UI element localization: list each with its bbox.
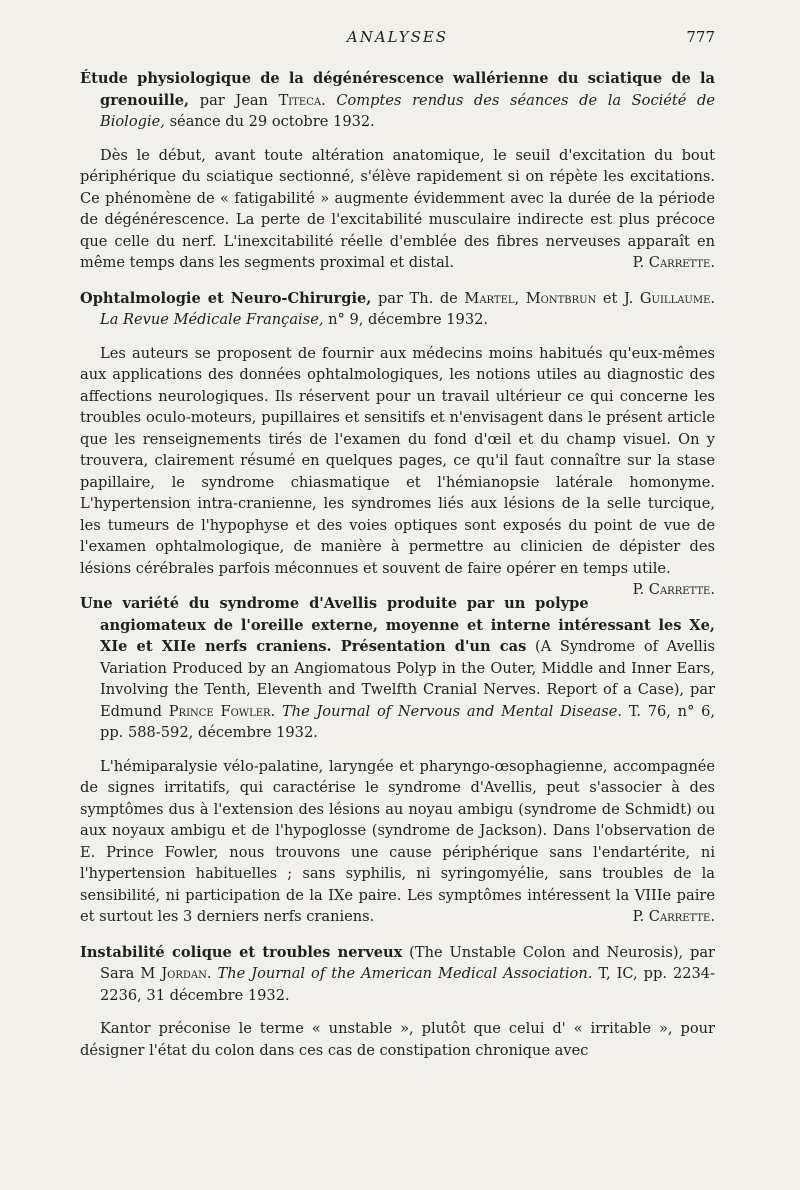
article-title: Étude physiologique de la dégénérescence wallérienne du sciatique de la grenouille, par Jean Titeca. Comptes rendus des séances de la Société de Biologie, séance du 29 octobre 1932. [80, 70, 716, 130]
body-text: Dès le début, avant toute altération anatomique, le seuil d'excitation du bout périphérique du sciatique sectionné, s'élève rapidement si on répète les excitations. Ce phénomène de « fatigabilité » augmente évidemment avec la durée de la période de dégénérescence. La perte de l'excitabilité musculaire indirecte est plus précoce que celle du nerf. L'inexcitabilité réelle d'emblée des fibres nerveuses apparaît en même temps dans les segments proximal et distal. [80, 146, 715, 271]
spacer [80, 928, 715, 942]
author-name: Prince Fowler [168, 702, 271, 720]
publication-details: séance du 29 octobre 1932. [169, 113, 375, 130]
journal-name: The Journal of Nervous and Mental Disease. [281, 702, 623, 720]
author-name: Titeca [278, 91, 322, 109]
author-names: Martel, Montbrun [464, 289, 597, 307]
journal-name: The Journal of the American Medical Association. [217, 965, 593, 982]
article-title: Ophtalmologie et Neuro-Chirurgie, par Th. de Martel, Montbrun et J. Guillaume. La Revue Médicale Française, n° 9, décembre 1932. [80, 289, 716, 328]
article-body [80, 145, 715, 274]
article-body [80, 1018, 715, 1061]
title-text: Instabilité colique et troubles nerveux [80, 943, 403, 961]
body-text: L'hémiparalysie vélo-palatine, laryngée et pharyngo-œsophagienne, accompagnée de signes irritatifs, qui caractérise le syndrome d'Avellis, peut s'associer à des symptômes dus à l'extension des lésions au noyau ambigu (syndrome de Schmidt) ou aux noyaux ambigu et de l'hypoglosse (syndrome de Jackson). Dans l'observation de E. Prince Fowler, nous trouvons une cause périphérique sans l'endartérite, ni l'hypertension habituelles ; sans syphilis, ni syringomyélie, sans troubles de la sensibilité, ni participation de la IXe paire. Les symptômes intéressent la VIIIe paire et surtout les 3 derniers nerfs craniens. [80, 757, 715, 925]
title-text: Étude physiologique de la dégénérescence wallérienne du sciatique de la grenouille, [80, 70, 715, 109]
running-head: ANALYSES [346, 28, 449, 46]
english-title: (A Syndrome of Avellis Variation Produced by an Angiomatous Polyp in the Outer, Middle and Inner Ears, Involving the Tenth, Eleventh and Twelfth Cranial Nerves. Report of a Case), par Edmund [100, 638, 715, 720]
page-number: 777 [686, 28, 715, 46]
article-list [80, 68, 715, 1061]
body-text: Les auteurs se proposent de fournir aux médecins moins habitués qu'eux-mêmes aux applications des données ophtalmologiques, les notions utiles au diagnostic des affections neurologiques. Ils réservent pour un travail ultérieur ce qui concerne les troubles oculo-moteurs, pupillaires et sensitifs et n'envisagent dans le présent article que les renseignements tirés de l'examen du fond d'œil et du champ visuel. On y trouvera, clairement résumé en quelques pages, ce qu'il faut connaître sur la stase papillaire, le syndrome chiasmatique et l'hémianopsie latérale homonyme. L'hypertension intra-cranienne, les syndromes liés aux lésions de la selle turcique, les tumeurs de l'hypophyse et des voies optiques sont exposés du point de vue de l'examen ophtalmologique, de manière à permettre au clinicien de dépister des lésions cérébrales parfois méconnues et souvent de faire opérer en temps utile. [80, 344, 715, 577]
publication-details: T, IC, pp. 2234-2236, 31 décembre 1932. [100, 965, 716, 1004]
reviewer-signature: P. Carrette. [632, 581, 715, 598]
and-text: et J. [602, 289, 634, 307]
spacer [80, 274, 715, 288]
publication-details: T. 76, n° 6, pp. 588-592, décembre 1932. [100, 702, 716, 741]
english-title: (The Unstable Colon and Neurosis), par Sara M [100, 943, 716, 982]
by-text: par Jean [199, 91, 268, 109]
article-title: Une variété du syndrome d'Avellis produite par un polype angiomateux de l'oreille externe, moyenne et interne intéressant les Xe, XIe et XIIe nerfs craniens. Présentation d'un cas (A Syndrome of Avellis Variation Produced by an Angiomatous Polyp in the Outer, Middle and Inner Ears, Involving the Tenth, Eleventh and Twelfth Cranial Nerves. Report of a Case), par Edmund Prince Fowler. The Journal of Nervous and Mental Disease. T. 76, n° 6, pp. 588-592, décembre 1932. [80, 595, 716, 741]
body-text: Kantor préconise le terme « unstable », plutôt que celui d' « irritable », pour désigner l'état du colon dans ces cas de constipation chronique avec [80, 1020, 715, 1059]
reviewer-signature: P. Carrette. [632, 908, 715, 925]
title-text: Une variété du syndrome d'Avellis produite par un polype angiomateux de l'oreille externe, moyenne et interne intéressant les Xe, XIe et XIIe nerfs craniens. Présentation d'un cas [80, 595, 715, 655]
article-body [80, 756, 715, 928]
journal-name: La Revue Médicale Française, [100, 311, 324, 328]
author-name: Guillaume [639, 289, 711, 307]
article-title: Instabilité colique et troubles nerveux (The Unstable Colon and Neurosis), par Sara M Jordan. The Journal of the American Medical Association. T, IC, pp. 2234-2236, 31 décembre 1932. [80, 943, 716, 1004]
publication-details: n° 9, décembre 1932. [328, 311, 489, 328]
by-text: par Th. de [377, 289, 458, 307]
author-name: Jordan [161, 965, 207, 982]
page-header [80, 28, 715, 52]
reviewer-signature: P. Carrette. [632, 254, 715, 271]
title-text: Ophtalmologie et Neuro-Chirurgie, [80, 289, 372, 307]
journal-name: Comptes rendus des séances de la Société de Biologie, [100, 91, 716, 130]
article-body [80, 343, 715, 598]
